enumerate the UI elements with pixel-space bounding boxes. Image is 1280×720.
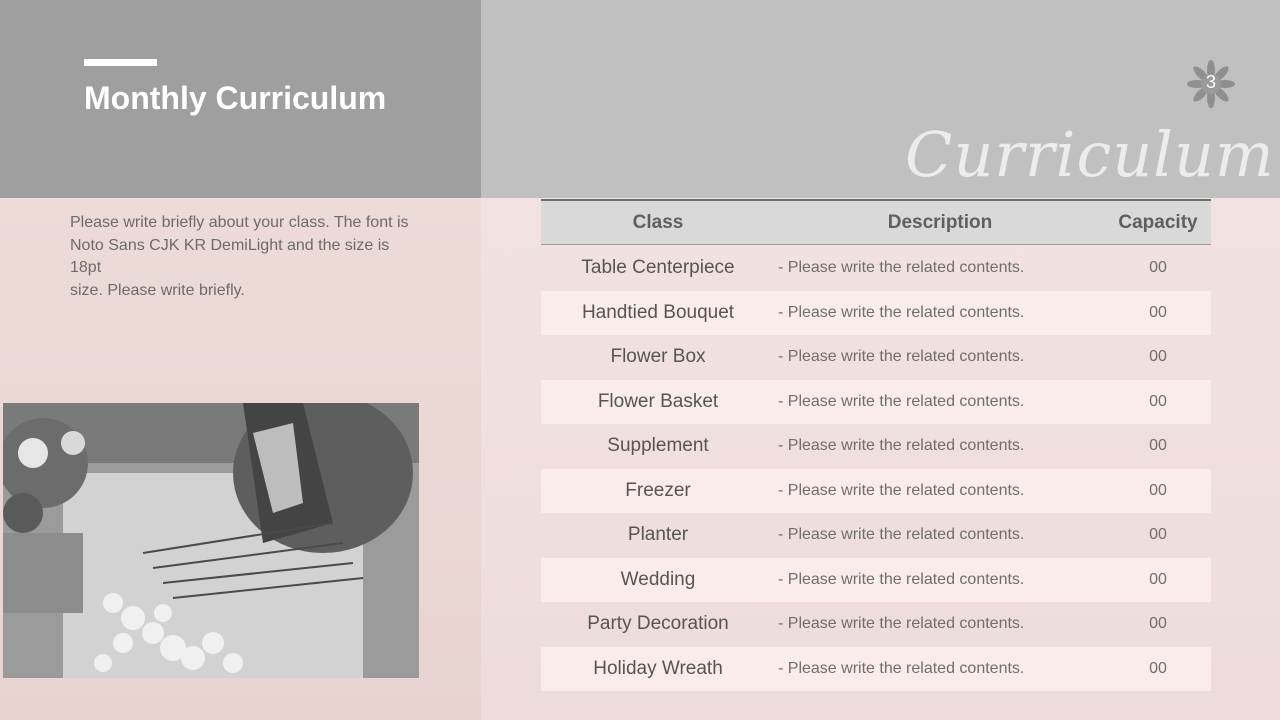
table-row [541,469,1211,514]
table-body [541,246,1211,691]
capacity-cell: 00 [1149,570,1167,588]
class-cell: Planter [627,524,689,546]
table-row [541,335,1211,380]
capacity-cell: 00 [1149,437,1167,455]
table-row [541,602,1211,647]
description-cell: - Please write the related contents. [778,570,1025,588]
class-cell: Flower Box [610,346,706,368]
class-cell: Holiday Wreath [593,657,723,679]
capacity-cell: 00 [1149,392,1167,410]
table-header-row [541,201,1211,245]
capacity-cell: 00 [1149,526,1167,544]
intro-text: Please write briefly about your class. The font is Noto Sans CJK KR DemiLight and the size is 18pt size. Please write briefly. [70,214,409,299]
class-cell: Supplement [607,435,709,457]
header-capacity: Capacity [1118,211,1198,233]
page-number: 3 [1205,72,1216,92]
description-cell: - Please write the related contents. [778,437,1025,455]
table-row [541,647,1211,692]
table-row [541,558,1211,603]
capacity-cell: 00 [1149,481,1167,499]
class-cell: Freezer [625,479,691,501]
class-cell: Handtied Bouquet [581,301,735,323]
class-cell: Party Decoration [587,613,729,635]
title-accent-bar [84,59,157,66]
florist-photo-image [3,403,419,678]
decorative-script-title: Curriculum [905,118,1275,191]
curriculum-table [541,199,1211,691]
capacity-cell: 00 [1149,659,1167,677]
description-cell: - Please write the related contents. [778,303,1025,321]
table-row [541,424,1211,469]
description-cell: - Please write the related contents. [778,615,1025,633]
description-cell: - Please write the related contents. [778,659,1025,677]
description-cell: - Please write the related contents. [778,481,1025,499]
class-cell: Table Centerpiece [581,257,735,279]
class-cell: Flower Basket [597,390,719,412]
description-cell: - Please write the related contents. [778,348,1025,366]
capacity-cell: 00 [1149,303,1167,321]
capacity-cell: 00 [1149,348,1167,366]
capacity-cell: 00 [1149,259,1167,277]
header-class: Class [632,211,684,233]
table-row [541,513,1211,558]
table-row [541,291,1211,336]
class-cell: Wedding [620,568,696,590]
capacity-cell: 00 [1149,615,1167,633]
description-cell: - Please write the related contents. [778,392,1025,410]
page-title: Monthly Curriculum [84,80,387,116]
header-description: Description [887,211,993,233]
table-row [541,380,1211,425]
table-row [541,246,1211,291]
description-cell: - Please write the related contents. [778,526,1025,544]
description-cell: - Please write the related contents. [778,259,1025,277]
